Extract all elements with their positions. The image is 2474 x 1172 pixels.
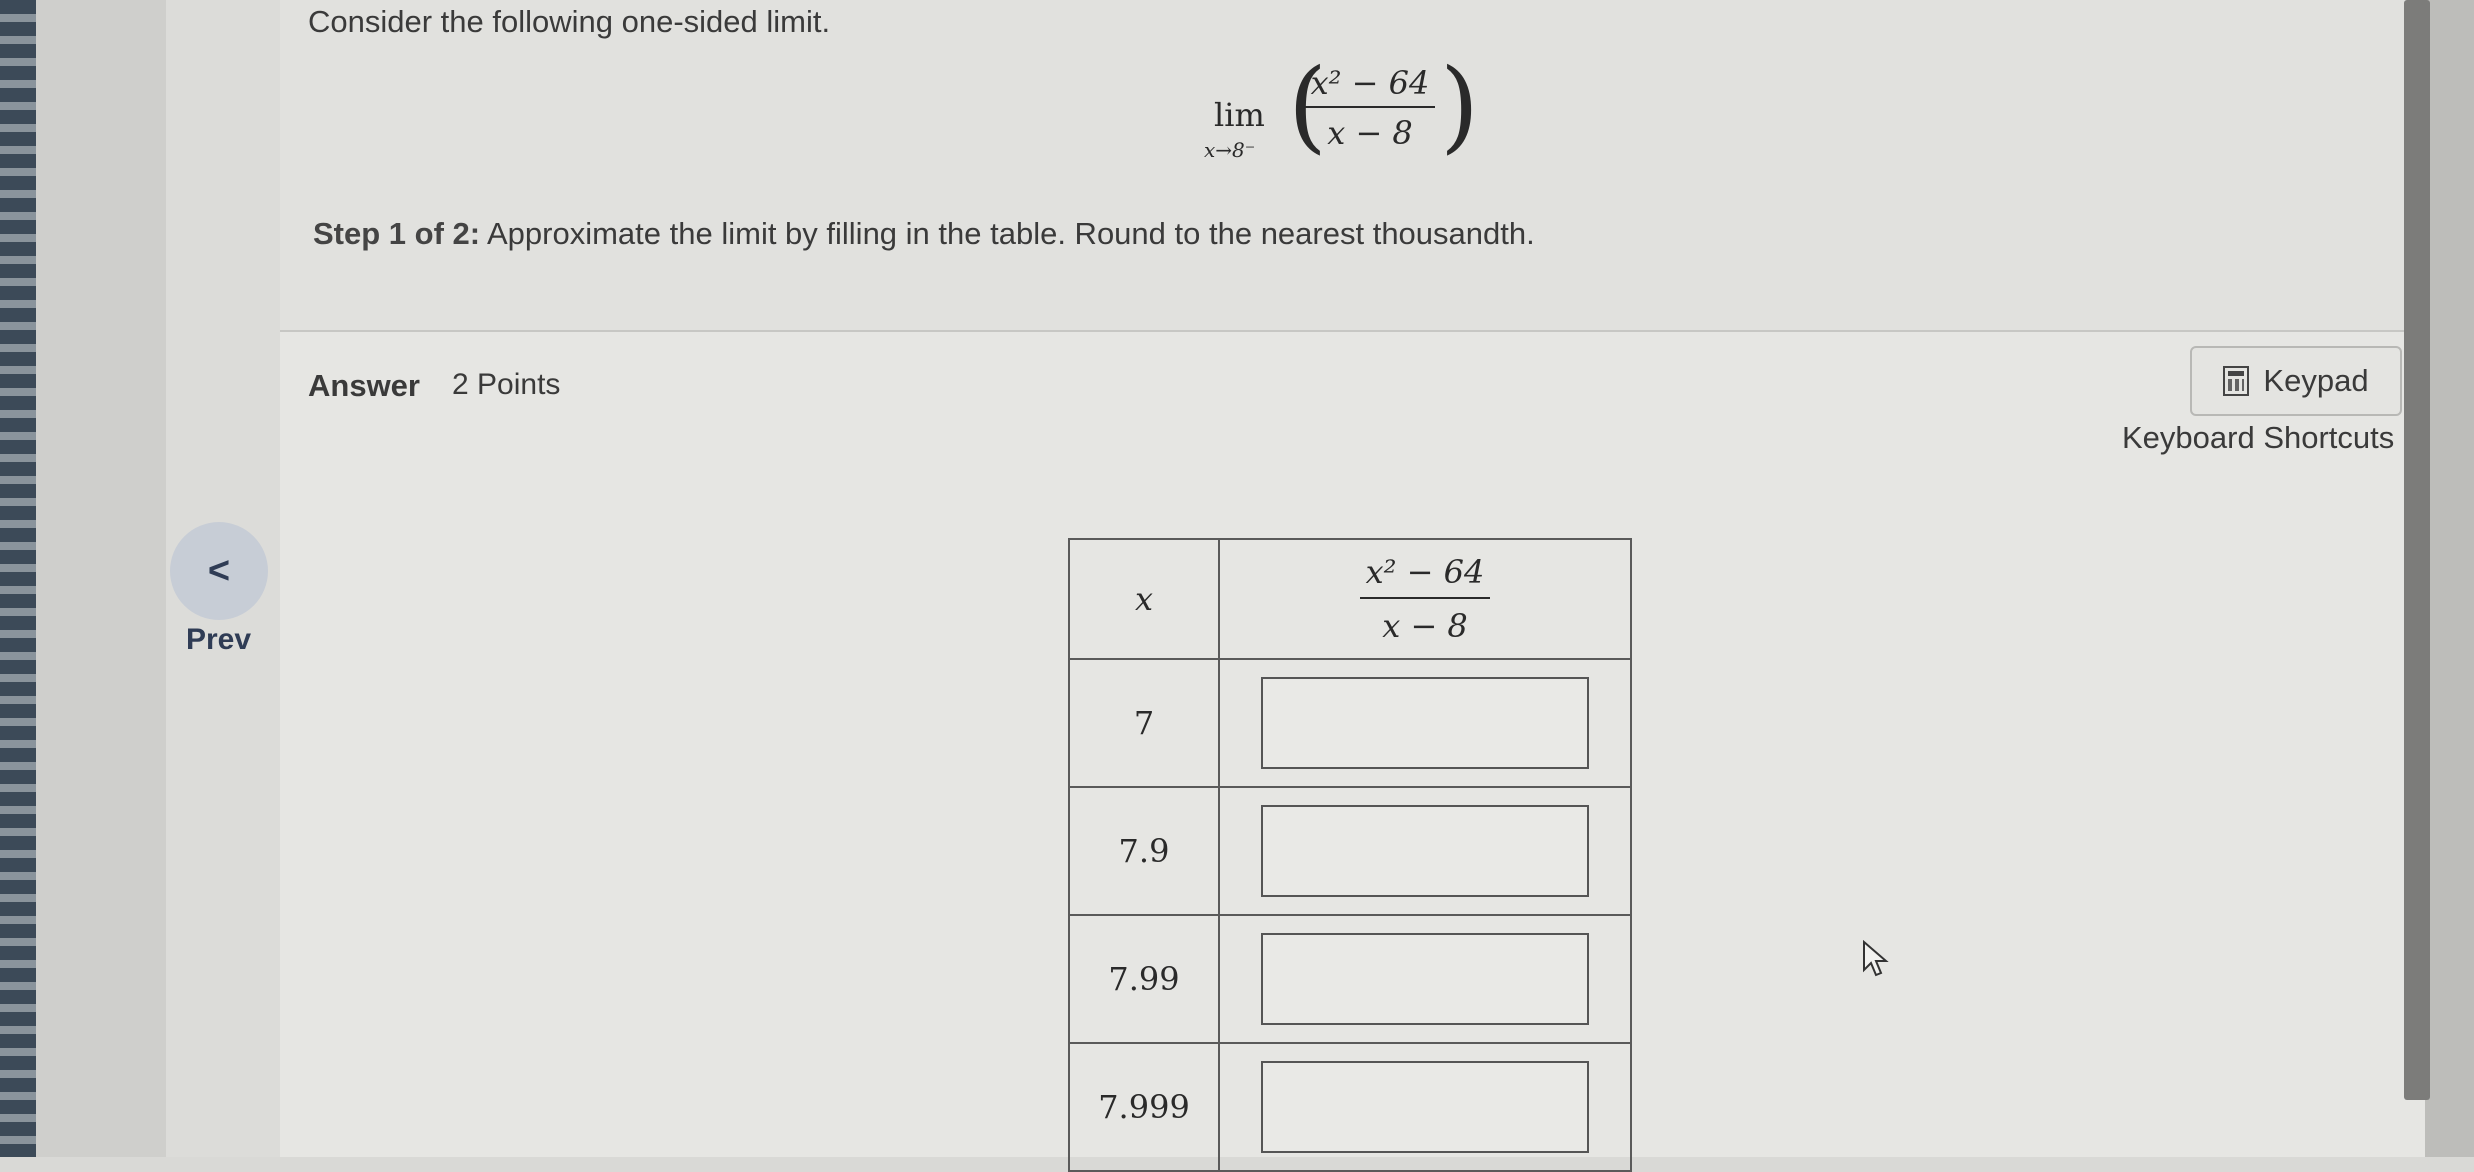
chevron-left-icon: <	[207, 549, 231, 592]
table-row	[1069, 787, 1631, 915]
keypad-label: Keypad	[2263, 363, 2369, 398]
answer-label: Answer	[308, 368, 420, 403]
values-table	[1068, 538, 1632, 1172]
step-label: Step 1 of 2:	[313, 216, 481, 251]
limit-operator: lim	[1214, 96, 1265, 134]
keypad-button[interactable]	[2190, 346, 2402, 416]
header-fraction: $\frac{\text{x² − 64}}{x - 8}$	[1360, 553, 1491, 645]
mouse-cursor-icon	[1862, 940, 1892, 980]
question-text: Consider the following one-sided limit.	[308, 4, 831, 39]
limit-denominator: x − 8	[1327, 114, 1413, 152]
points-label: 2 Points	[452, 368, 561, 401]
calculator-icon	[2223, 366, 2249, 396]
table-row	[1069, 1043, 1631, 1171]
limit-numerator: x² − 64	[1305, 64, 1435, 108]
scrollbar[interactable]	[2404, 0, 2430, 1100]
limit-expression	[1200, 47, 1500, 178]
right-edge	[2425, 0, 2474, 1157]
left-background-strip	[0, 0, 36, 1157]
prev-button[interactable]	[170, 522, 268, 620]
limit-fraction	[1305, 64, 1435, 152]
step-text: Approximate the limit by filling in the table. Round to the nearest thousandth.	[480, 216, 1535, 251]
answer-input[interactable]	[1261, 933, 1589, 1025]
limit-approach: x→8⁻	[1204, 138, 1256, 162]
x-value: 7	[1069, 659, 1219, 787]
x-value: 7.999	[1069, 1043, 1219, 1171]
x-value: 7.99	[1069, 915, 1219, 1043]
table-row	[1069, 915, 1631, 1043]
header-function	[1219, 539, 1631, 659]
step-instruction	[313, 216, 1535, 252]
x-value: 7.9	[1069, 787, 1219, 915]
right-paren: )	[1440, 47, 1480, 164]
table-row	[1069, 659, 1631, 787]
prev-label[interactable]: Prev	[186, 623, 252, 656]
header-x: x	[1069, 539, 1219, 659]
answer-input[interactable]	[1261, 677, 1589, 769]
left-panel	[36, 0, 166, 1157]
answer-input[interactable]	[1261, 1061, 1589, 1153]
keyboard-shortcuts-link[interactable]: Keyboard Shortcuts	[2122, 420, 2395, 455]
left-paren: (	[1288, 47, 1328, 164]
table-header-row	[1069, 539, 1631, 659]
answer-input[interactable]	[1261, 805, 1589, 897]
